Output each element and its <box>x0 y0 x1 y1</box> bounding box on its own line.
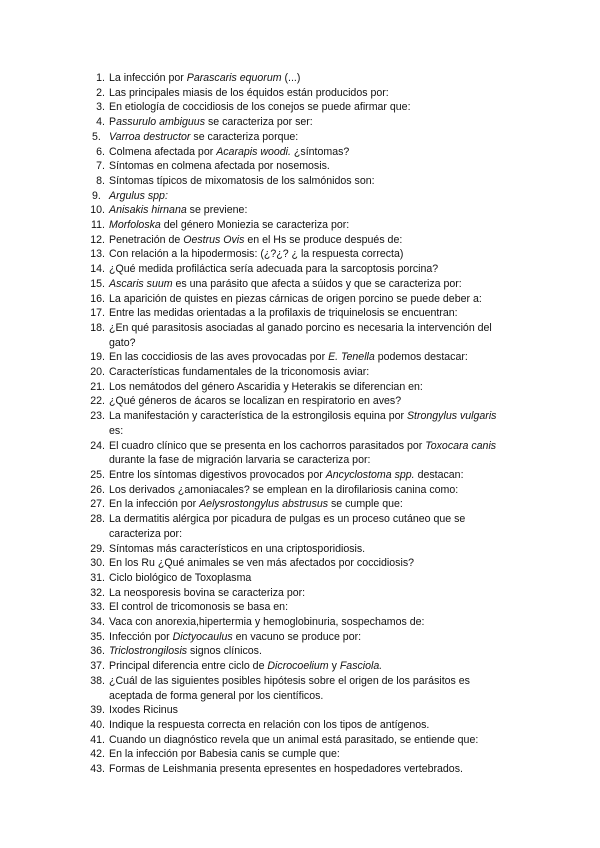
question-number: 30. <box>90 557 105 570</box>
question-number: 29. <box>90 542 105 555</box>
question-item <box>88 233 508 248</box>
question-number: 18. <box>90 321 105 334</box>
question-text: Cuando un diagnóstico revela que un animal está parasitado, se entiende que: <box>109 733 479 746</box>
question-term-italic: Ancyclostoma spp. <box>325 468 415 481</box>
question-item <box>88 468 508 483</box>
question-item <box>88 71 508 86</box>
question-text: es una parásito que afecta a súidos y que se caracteriza por: <box>172 277 462 290</box>
question-item <box>88 262 508 277</box>
question-text: Ciclo biológico de Toxoplasma <box>109 571 252 584</box>
question-number: 32. <box>90 586 105 599</box>
question-text: signos clínicos. <box>187 645 262 658</box>
question-text: Ixodes Ricinus <box>109 704 178 717</box>
question-item <box>88 497 508 512</box>
question-text: Las principales miasis de los équidos están producidos por: <box>109 86 389 99</box>
question-item <box>88 100 508 115</box>
question-item <box>88 747 508 762</box>
question-item <box>88 321 508 350</box>
question-term-italic: Dictyocaulus <box>172 630 233 643</box>
question-item <box>88 659 508 674</box>
question-text: se cumple que: <box>328 498 403 511</box>
question-term-italic: Acarapis woodi. <box>216 145 291 158</box>
question-text: ¿En qué parasitosis asociadas al ganado porcino es necesaria la intervención del gato? <box>109 321 492 349</box>
question-number: 13. <box>90 248 105 261</box>
question-item <box>88 86 508 101</box>
question-number: 35. <box>90 630 105 643</box>
question-item <box>88 189 508 204</box>
question-text: La manifestación y característica de la estrongilosis equina por <box>109 410 407 423</box>
question-number: 7. <box>96 160 105 173</box>
question-number: 41. <box>90 733 105 746</box>
question-number: 22. <box>90 395 105 408</box>
question-number: 26. <box>90 483 105 496</box>
question-item <box>88 512 508 541</box>
question-number: 17. <box>90 307 105 320</box>
question-item <box>88 674 508 703</box>
question-number: 15. <box>90 277 105 290</box>
question-number: 28. <box>90 513 105 526</box>
question-number: 27. <box>90 498 105 511</box>
question-number: 31. <box>90 571 105 584</box>
question-term-italic: E. Tenella <box>328 351 375 364</box>
question-term-italic: Varroa destructor <box>109 130 191 143</box>
question-text: P <box>109 116 117 129</box>
question-text: Principal diferencia entre ciclo de <box>109 660 268 673</box>
question-text: ¿Cuál de las siguientes posibles hipótesis sobre el origen de los parásitos es aceptada de forma general por los científicos. <box>109 674 470 702</box>
question-number: 23. <box>90 410 105 423</box>
question-text: y <box>328 660 340 673</box>
question-number: 11. <box>91 219 105 232</box>
question-text: Con relación a la hipodermosis: (¿?¿? ¿ la respuesta correcta) <box>109 248 404 261</box>
question-number: 14. <box>90 263 105 276</box>
question-number: 5. <box>92 130 101 143</box>
question-item <box>88 600 508 615</box>
question-text: podemos destacar: <box>374 351 468 364</box>
question-item <box>88 439 508 468</box>
question-text: En los Ru ¿Qué animales se ven más afectados por coccidiosis? <box>109 557 415 570</box>
question-term-italic: Triclostrongilosis <box>109 645 188 658</box>
question-item <box>88 644 508 659</box>
question-text: En la infección por <box>109 498 200 511</box>
question-number: 37. <box>90 660 105 673</box>
question-text: en vacuno se produce por: <box>232 630 362 643</box>
question-term-italic: Anisakis hirnana <box>109 204 187 217</box>
question-number: 21. <box>90 380 105 393</box>
question-text: El control de tricomonosis se basa en: <box>109 601 289 614</box>
question-number: 12. <box>90 233 105 246</box>
question-item <box>88 762 508 777</box>
question-item <box>88 630 508 645</box>
question-text: Formas de Leishmania presenta epresentes en hospedadores vertebrados. <box>109 763 463 776</box>
question-text: se caracteriza por ser: <box>205 116 313 129</box>
question-item <box>88 277 508 292</box>
question-item <box>88 409 508 438</box>
question-text: Entre las medidas orientadas a la profilaxis de triquinelosis se encuentran: <box>109 307 458 320</box>
question-term-italic: Parascaris equorum <box>186 72 282 84</box>
question-number: 34. <box>90 616 105 629</box>
question-text: Síntomas en colmena afectada por nosemosis. <box>109 160 330 173</box>
question-text: ¿síntomas? <box>290 145 350 158</box>
question-item <box>88 703 508 718</box>
question-text: La neosporesis bovina se caracteriza por: <box>109 586 306 599</box>
question-text: durante la fase de migración larvaria se caracteriza por: <box>109 454 371 467</box>
question-item <box>88 615 508 630</box>
question-item <box>88 306 508 321</box>
question-text: En etiología de coccidiosis de los conejos se puede afirmar que: <box>109 101 411 114</box>
question-term-italic: Toxocara canis <box>425 439 497 452</box>
question-item <box>88 218 508 233</box>
question-text: Los derivados ¿amoniacales? se emplean en la dirofilariosis canina como: <box>109 483 459 496</box>
question-text: En la infección por Babesia canis se cumple que: <box>109 748 340 761</box>
question-text: La aparición de quistes en piezas cárnicas de origen porcino se puede deber a: <box>109 292 482 305</box>
question-item <box>88 159 508 174</box>
question-text: La dermatitis alérgica por picadura de pulgas es un proceso cutáneo que se caracteriza por: <box>109 513 466 540</box>
question-term-italic: Morfoloska <box>109 219 161 232</box>
question-number: 33. <box>90 601 105 614</box>
question-number: 6. <box>96 145 105 158</box>
question-text: Características fundamentales de la triconomosis aviar: <box>109 366 370 379</box>
question-item <box>88 115 508 130</box>
question-item <box>88 247 508 262</box>
question-text: La infección por <box>109 72 187 84</box>
question-number: 4. <box>96 116 105 129</box>
question-item <box>88 586 508 601</box>
question-text: ¿Qué medida profiláctica sería adecuada para la sarcoptosis porcina? <box>109 263 439 276</box>
question-number: 1. <box>96 72 105 84</box>
question-number: 39. <box>90 704 105 717</box>
question-item <box>88 483 508 498</box>
question-text: es: <box>109 424 124 437</box>
question-item <box>88 571 508 586</box>
question-number: 38. <box>90 674 105 687</box>
question-text: En las coccidiosis de las aves provocadas por <box>109 351 329 364</box>
question-item <box>88 733 508 748</box>
question-item <box>88 292 508 307</box>
question-number: 24. <box>90 439 105 452</box>
question-text: en el Hs se produce después de: <box>244 233 403 246</box>
question-text: Indique la respuesta correcta en relación con los tipos de antígenos. <box>109 718 430 731</box>
question-term-italic: assurulo ambiguus <box>116 116 205 129</box>
question-item <box>88 130 508 145</box>
question-text: (...) <box>281 72 301 84</box>
question-number: 8. <box>96 174 105 187</box>
question-number: 42. <box>90 748 105 761</box>
question-term-italic: Fasciola. <box>339 660 383 673</box>
question-number: 16. <box>90 292 105 305</box>
question-term-italic: Ascaris suum <box>109 277 173 290</box>
question-number: 19. <box>90 351 105 364</box>
question-item <box>88 365 508 380</box>
question-number: 20. <box>90 366 105 379</box>
question-term-italic: Oestrus Ovis <box>183 233 245 246</box>
question-text: del género Moniezia se caracteriza por: <box>160 219 350 232</box>
question-number: 25. <box>90 468 105 481</box>
question-number: 9. <box>92 189 101 202</box>
question-number: 2. <box>96 86 105 99</box>
question-number: 43. <box>90 763 105 776</box>
question-number: 40. <box>90 718 105 731</box>
question-text: se previene: <box>186 204 248 217</box>
question-number: 36. <box>90 645 105 658</box>
question-text: Síntomas más característicos en una criptosporidiosis. <box>109 542 366 555</box>
question-list <box>88 71 508 777</box>
question-item <box>88 556 508 571</box>
question-term-italic: Strongylus vulgaris <box>406 410 497 423</box>
question-item <box>88 350 508 365</box>
question-item <box>88 394 508 409</box>
question-text: Colmena afectada por <box>109 145 217 158</box>
question-item <box>88 174 508 189</box>
question-item <box>88 145 508 160</box>
question-text: destacan: <box>414 468 464 481</box>
question-text: Entre los síntomas digestivos provocados por <box>109 468 326 481</box>
question-item <box>88 718 508 733</box>
question-text: Los nemátodos del género Ascaridia y Heterakis se diferencian en: <box>109 380 423 393</box>
question-text: El cuadro clínico que se presenta en los cachorros parasitados por <box>109 439 426 452</box>
question-term-italic: Aelysrostongylus abstrusus <box>199 498 329 511</box>
question-text: Síntomas típicos de mixomatosis de los salmónidos son: <box>109 174 375 187</box>
question-number: 10. <box>90 204 105 217</box>
question-number: 3. <box>96 101 105 114</box>
question-item <box>88 542 508 557</box>
question-item <box>88 380 508 395</box>
question-text: Infección por <box>109 630 173 643</box>
question-text: Vaca con anorexia,hipertermia y hemoglobinuria, sospechamos de: <box>109 616 425 629</box>
question-term-italic: Argulus spp: <box>109 189 168 202</box>
question-text: ¿Qué géneros de ácaros se localizan en respiratorio en aves? <box>109 395 402 408</box>
question-text: Penetración de <box>109 233 184 246</box>
question-term-italic: Dicrocoelium <box>267 660 329 673</box>
question-item <box>88 203 508 218</box>
question-text: se caracteriza porque: <box>190 130 299 143</box>
